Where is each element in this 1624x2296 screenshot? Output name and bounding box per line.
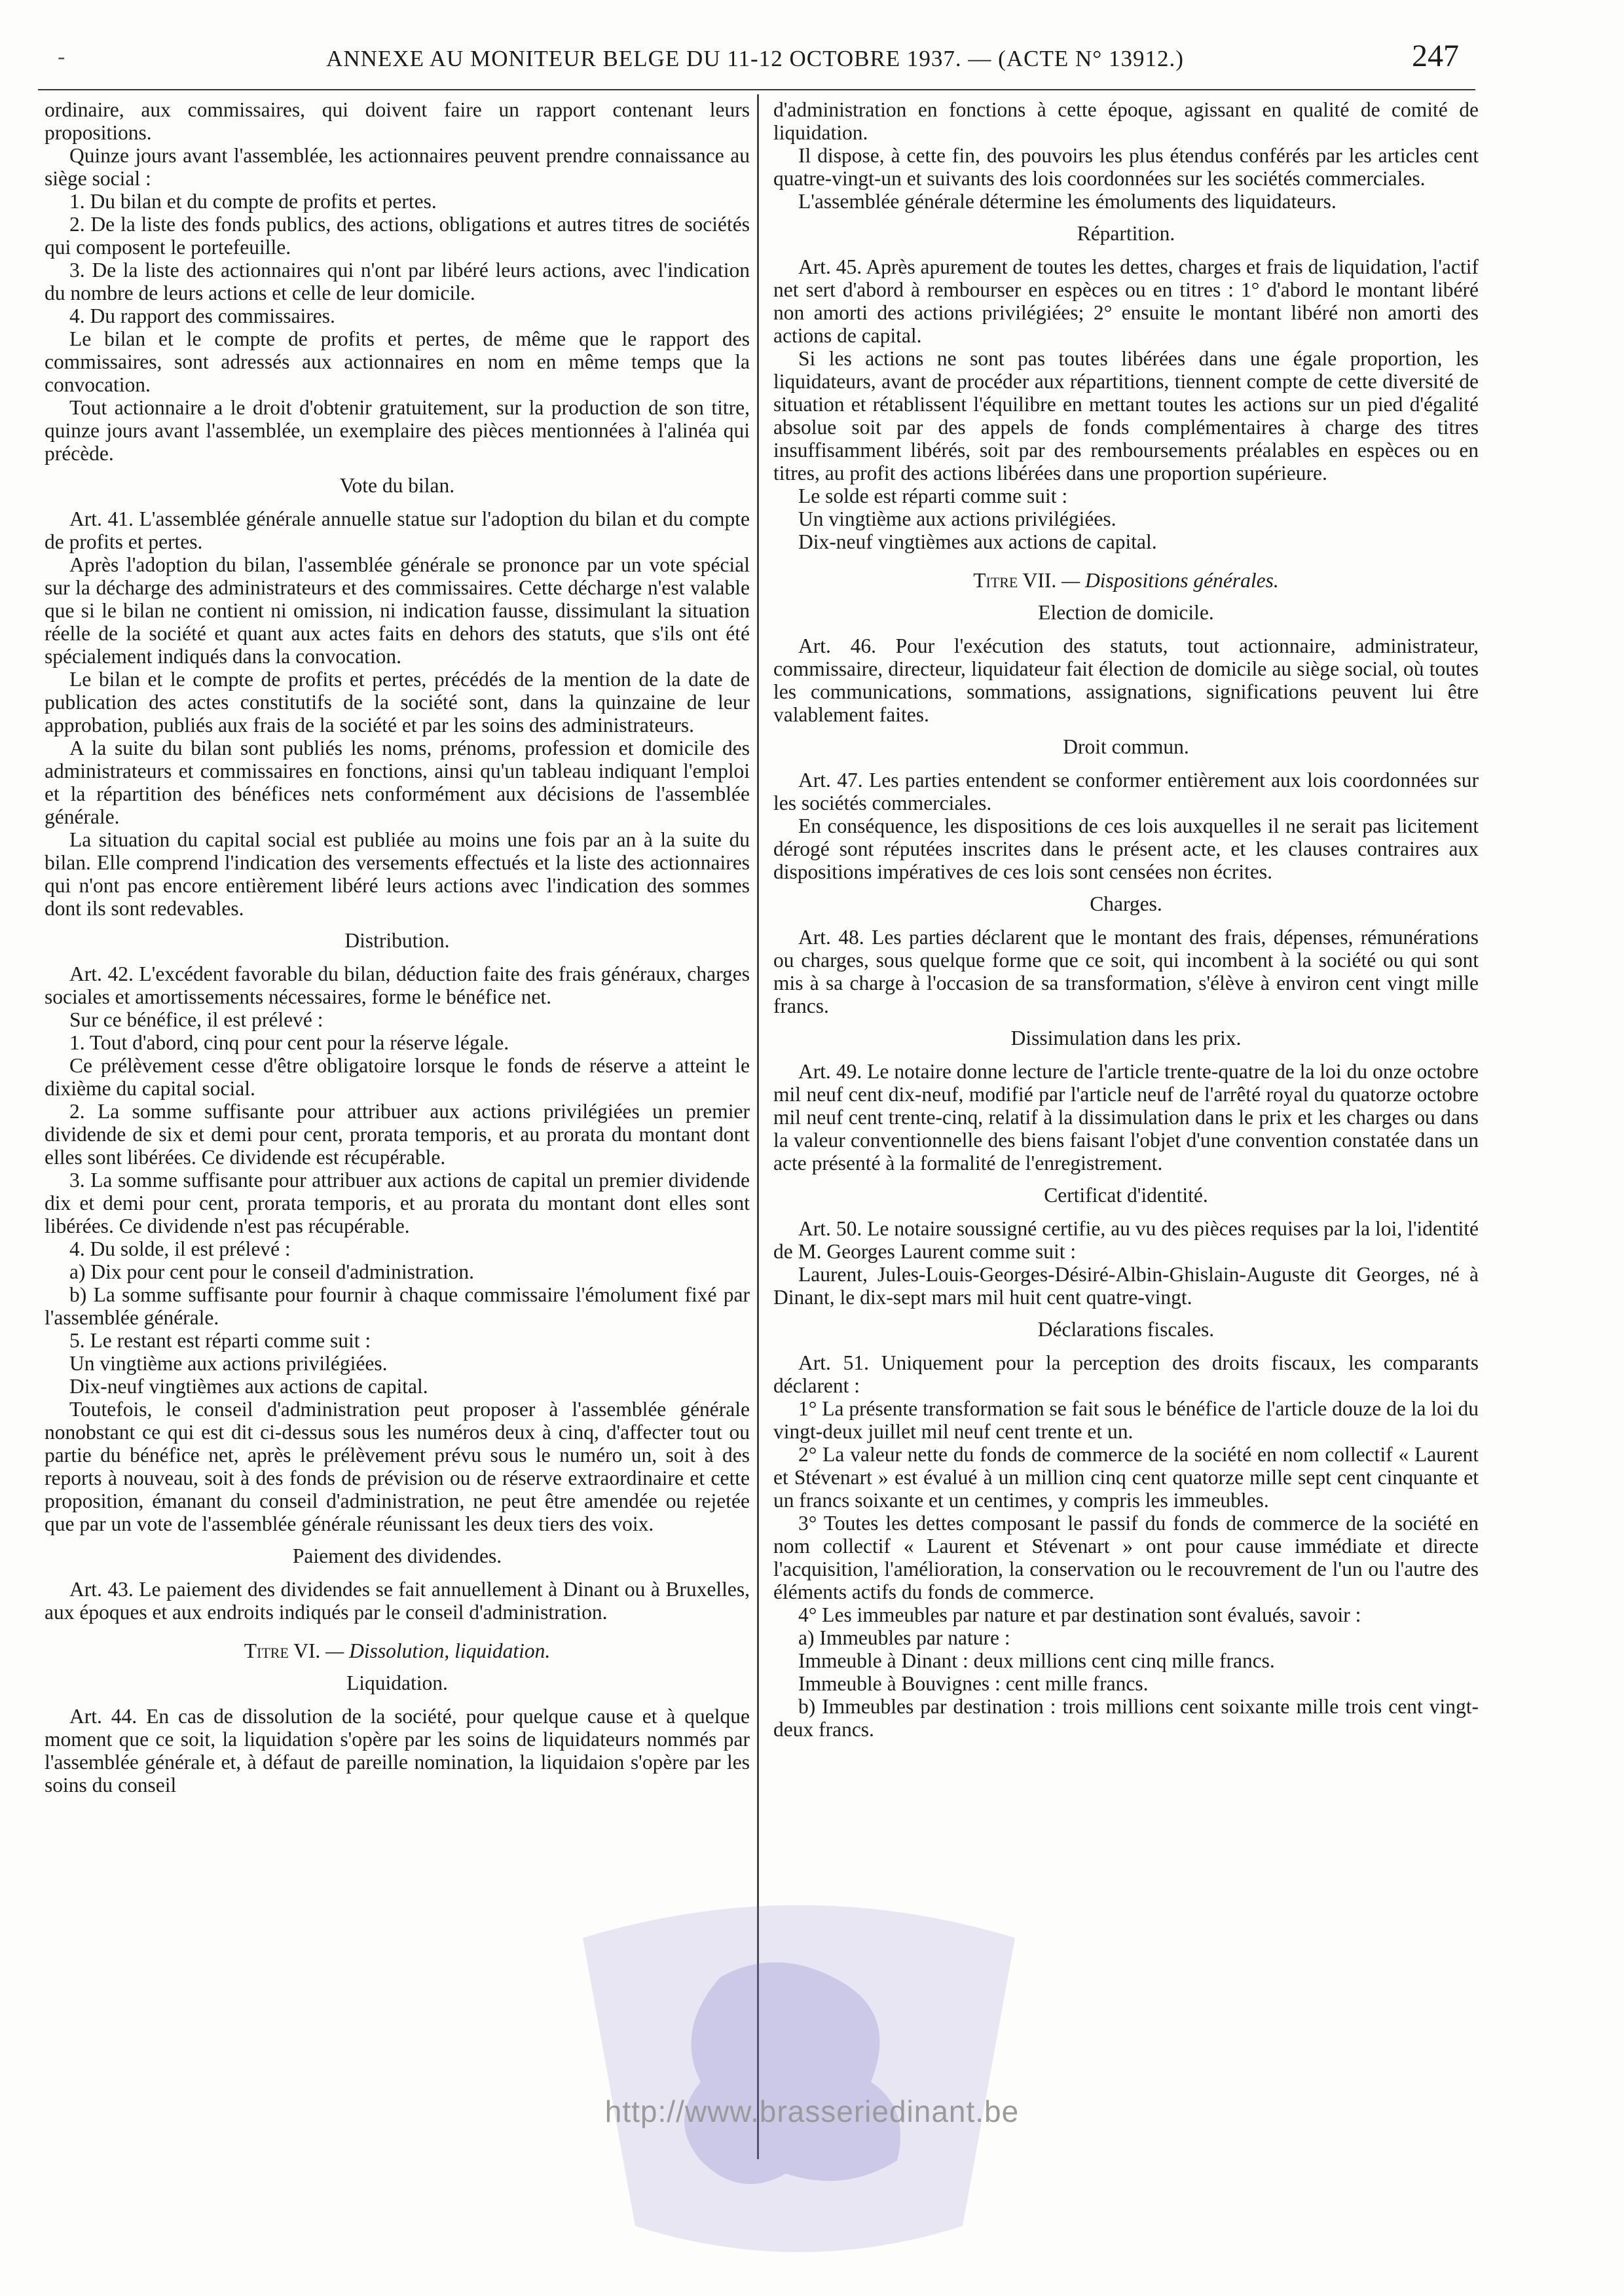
list-item: a) Immeubles par nature : [798,1626,1010,1649]
left-column [45,98,750,1796]
article-43: Art. 43. Le paiement des dividendes se fait annuellement à Dinant ou à Bruxelles, aux époques et aux endroits indiqués par le conseil d'administration. [45,1578,750,1624]
list-item: a) Dix pour cent pour le conseil d'administration. [69,1260,475,1283]
section-heading-charges: Charges. [1090,892,1162,915]
titre-name: — Dissolution, liquidation. [325,1639,551,1662]
article-50: Art. 50. Le notaire soussigné certifie, au vu des pièces requises par la loi, l'identité de M. Georges Laurent comme suit : [773,1217,1479,1263]
section-heading-liquidation: Liquidation. [346,1671,448,1694]
article-51: Art. 51. Uniquement pour la perception des droits fiscaux, les comparants déclarent : [773,1351,1479,1397]
titre-vii-heading [773,569,1479,592]
paragraph: Toutefois, le conseil d'administration peut proposer à l'assemblée générale nonobstant ce qui est dit ci-dessus sous les numéros deux à cinq, d'affecter tout ou partie du bénéfice net, après le prélèvement prévu sous le numéro un, soit à des reports à nouveau, soit à des fonds de prévision ou de réserve extraordinaire et cette proposition, émanant du conseil d'administration, ne peut être amendée ou rejetée que par un vote de l'assemblée générale réunissant les deux tiers des voix. [45,1398,750,1535]
list-item: Un vingtième aux actions privilégiées. [69,1352,388,1375]
page-header [38,38,1472,77]
header-rule [38,89,1475,90]
section-heading-declarations: Déclarations fiscales. [1037,1318,1215,1341]
paragraph: Quinze jours avant l'assemblée, les actionnaires peuvent prendre connaissance au siège social : [45,144,750,190]
list-item: 1. Du bilan et du compte de profits et pertes. [69,190,437,213]
column-divider [757,94,759,2159]
section-heading-dissimulation: Dissimulation dans les prix. [1010,1027,1242,1049]
list-item: 2. De la liste des fonds publics, des actions, obligations et autres titres de sociétés qui composent le portefeuille. [45,213,750,259]
article-45: Art. 45. Après apurement de toutes les dettes, charges et frais de liquidation, l'actif net sert d'abord à rembourser en espèces ou en titres : 1° d'abord le montant libéré non amorti des actions privilégiées; 2° ensuite le montant libéré non amorti des actions de capital. [773,255,1479,347]
paragraph: Le solde est réparti comme suit : [798,484,1068,507]
article-42: Art. 42. L'excédent favorable du bilan, déduction faite des frais généraux, charges sociales et amortissements nécessaires, forme le bénéfice net. [45,962,750,1008]
header-margin-mark: - [58,45,65,69]
watermark-url: http://www.brasseriedinant.be [604,2094,1020,2128]
section-heading-droit-commun: Droit commun. [1063,735,1189,758]
list-item: 5. Le restant est réparti comme suit : [69,1329,371,1352]
page-number: 247 [1412,39,1459,73]
section-heading-distribution: Distribution. [344,929,450,952]
list-item: 3. De la liste des actionnaires qui n'ont par libéré leurs actions, avec l'indication du nombre de leurs actions et celle de leur domicile. [45,259,750,304]
paragraph: Laurent, Jules-Louis-Georges-Désiré-Albin-Ghislain-Auguste dit Georges, né à Dinant, le dix-sept mars mil huit cent quatre-vingt. [773,1263,1479,1309]
list-item: Immeuble à Dinant : deux millions cent cinq mille francs. [798,1649,1275,1672]
list-item: Dix-neuf vingtièmes aux actions de capital. [798,530,1157,553]
paragraph: Sur ce bénéfice, il est prélevé : [69,1008,323,1031]
paragraph: La situation du capital social est publiée au moins une fois par an à la suite du bilan. Elle comprend l'indication des versements effectués et la liste des actionnaires qui n'ont pas encore entièrement libéré leurs actions avec l'indication des sommes dont ils sont redevables. [45,828,750,920]
article-49: Art. 49. Le notaire donne lecture de l'article trente-quatre de la loi du onze octobre mil neuf cent dix-neuf, modifié par l'article neuf de l'arrêté royal du quatorze octobre mil neuf cent trente-cinq, relatif à la dissimulation dans le prix et les charges ou dans la valeur conventionnelle des biens faisant l'objet d'une convention constatée dans un acte présenté à la formalité de l'enregistrement. [773,1060,1479,1175]
paragraph: Tout actionnaire a le droit d'obtenir gratuitement, sur la production de son titre, quinze jours avant l'assemblée, un exemplaire des pièces mentionnées à l'alinéa qui précède. [45,396,750,465]
article-46: Art. 46. Pour l'exécution des statuts, tout actionnaire, administrateur, commissaire, directeur, liquidateur fait élection de domicile au siège social, où toutes les communications, sommations, assignations, significations peuvent lui être valablement faites. [773,634,1479,726]
list-item: b) La somme suffisante pour fournir à chaque commissaire l'émolument fixé par l'assemblée générale. [45,1283,750,1329]
paragraph: Après l'adoption du bilan, l'assemblée générale se prononce par un vote spécial sur la décharge des administrateurs et des commissaires. Cette décharge n'est valable que si le bilan ne contient ni omission, ni indication fausse, dissimulant la situation réelle de la société et quant aux actes faits en dehors des statuts, que s'ils ont été spécialement indiqués dans la convocation. [45,553,750,668]
section-heading-vote: Vote du bilan. [339,474,455,497]
paragraph: L'assemblée générale détermine les émoluments des liquidateurs. [798,190,1337,213]
paragraph: d'administration en fonctions à cette époque, agissant en qualité de comité de liquidation. [773,98,1479,144]
list-item: 3. La somme suffisante pour attribuer aux actions de capital un premier dividende dix et demi pour cent, prorata temporis, et au prorata du montant dont elles sont libérées. Ce dividende n'est pas récupérable. [45,1169,750,1237]
article-48: Art. 48. Les parties déclarent que le montant des frais, dépenses, rémunérations ou charges, sous quelque forme que ce soit, qui incombent à la société ou qui sont mis à sa charge à l'occasion de sa transformation, s'élève à environ cent vingt mille francs. [773,926,1479,1017]
paragraph: Le bilan et le compte de profits et pertes, de même que le rapport des commissaires, sont adressés aux actionnaires en nom en même temps que la convocation. [45,327,750,396]
header-title: ANNEXE AU MONITEUR BELGE DU 11-12 OCTOBRE 1937. — (ACTE N° 13912.) [326,46,1184,71]
paragraph: Ce prélèvement cesse d'être obligatoire lorsque le fonds de réserve a atteint le dixième du capital social. [45,1054,750,1100]
titre-number: Titre VI. [244,1639,321,1662]
list-item: 4° Les immeubles par nature et par destination sont évalués, savoir : [798,1603,1361,1626]
paragraph: Si les actions ne sont pas toutes libérées dans une égale proportion, les liquidateurs, avant de procéder aux répartitions, tiennent compte de cette diversité de situation et rétablissent l'équilibre en mettant toutes les actions sur un pied d'égalité absolue soit par des appels de fonds complémentaires à charge des titres insuffisamment libérés, soit par des remboursements préalables en espèces ou en titres, au profit des actions libérées dans une proportion supérieure. [773,347,1479,484]
section-heading-paiement: Paiement des dividendes. [292,1544,502,1567]
titre-name: — Dispositions générales. [1061,569,1279,592]
section-heading-election: Election de domicile. [1038,601,1214,624]
list-item: b) Immeubles par destination : trois millions cent soixante mille trois cent vingt-deux francs. [773,1695,1479,1741]
list-item: 2. La somme suffisante pour attribuer aux actions privilégiées un premier dividende de six et demi pour cent, prorata temporis, et au prorata du montant dont elles sont libérées. Ce dividende est récupérable. [45,1100,750,1169]
article-41: Art. 41. L'assemblée générale annuelle statue sur l'adoption du bilan et du compte de profits et pertes. [45,507,750,553]
titre-vi-heading [45,1639,750,1662]
list-item: 1° La présente transformation se fait sous le bénéfice de l'article douze de la loi du vingt-deux juillet mil neuf cent trente et un. [773,1397,1479,1443]
article-44: Art. 44. En cas de dissolution de la société, pour quelque cause et à quelque moment que ce soit, la liquidation s'opère par les soins de liquidateurs nommés par l'assemblée générale et, à défaut de pareille nomination, la liquidaion s'opère par les soins du conseil [45,1705,750,1796]
list-item: Un vingtième aux actions privilégiées. [798,507,1116,530]
list-item: 3° Toutes les dettes composant le passif du fonds de commerce de la société en nom collectif « Laurent et Stévenart » ont pour cause immédiate et directe l'acquisition, l'amélioration, la conservation ou le recouvrement de l'un ou l'autre des éléments actifs du fonds de commerce. [773,1512,1479,1603]
section-heading-repartition: Répartition. [1077,222,1175,245]
titre-number: Titre VII. [973,569,1057,592]
list-item: Immeuble à Bouvignes : cent mille francs. [798,1672,1149,1695]
paragraph: Il dispose, à cette fin, des pouvoirs les plus étendus conférés par les articles cent quatre-vingt-un et suivants des lois coordonnées sur les sociétés commerciales. [773,144,1479,190]
right-column [773,98,1479,1741]
list-item: Dix-neuf vingtièmes aux actions de capital. [69,1375,428,1398]
paragraph: ordinaire, aux commissaires, qui doivent faire un rapport contenant leurs propositions. [45,98,750,144]
watermark-logo [504,1886,1094,2252]
list-item: 4. Du rapport des commissaires. [69,304,335,327]
paragraph: Le bilan et le compte de profits et pertes, précédés de la mention de la date de publication des actes constitutifs de la société sont, dans la quinzaine de leur approbation, publiés aux frais de la société et par les soins des administrateurs. [45,668,750,737]
section-heading-certificat: Certificat d'identité. [1044,1184,1208,1207]
list-item: 4. Du solde, il est prélevé : [69,1237,291,1260]
paragraph: En conséquence, les dispositions de ces lois auxquelles il ne serait pas licitement dérogé sont réputées inscrites dans le présent acte, et les clauses contraires aux dispositions impératives de ces lois sont censées non écrites. [773,814,1479,883]
paragraph: A la suite du bilan sont publiés les noms, prénoms, profession et domicile des administrateurs et commissaires en fonctions, ainsi qu'un tableau indiquant l'emploi et la répartition des bénéfices nets conformément aux décisions de l'assemblée générale. [45,737,750,828]
list-item: 2° La valeur nette du fonds de commerce de la société en nom collectif « Laurent et Stévenart » est évalué à un million cinq cent quatorze mille sept cent cinquante et un francs soixante et un centimes, y compris les immeubles. [773,1443,1479,1512]
article-47: Art. 47. Les parties entendent se conformer entièrement aux lois coordonnées sur les sociétés commerciales. [773,769,1479,814]
list-item: 1. Tout d'abord, cinq pour cent pour la réserve légale. [69,1031,509,1054]
